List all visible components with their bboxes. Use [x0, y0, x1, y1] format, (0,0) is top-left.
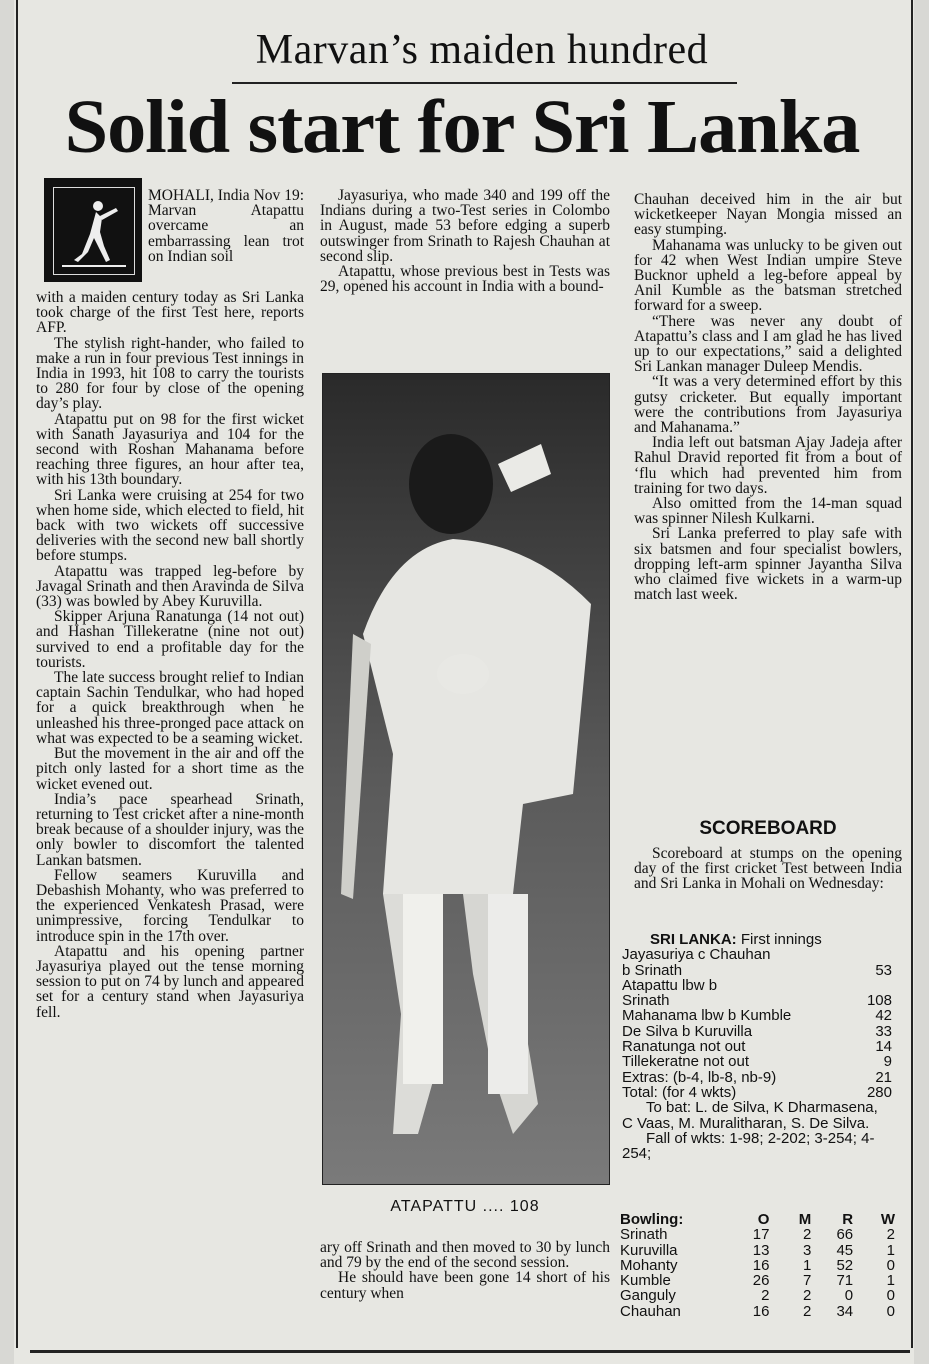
wickets-header: W [880, 1211, 895, 1228]
paragraph: Chauhan deceived him in the air but wicketkeeper Nayan Mongia missed an easy stumping. [634, 191, 902, 239]
total-row [622, 1085, 892, 1100]
paragraph: with a maiden century today as Sri Lanka took charge of the first Test here, reports AFP. [36, 289, 304, 337]
overs-header: O [757, 1211, 770, 1228]
maidens: 2 [802, 1287, 812, 1305]
kicker-headline: Marvan’s maiden hundred [255, 27, 709, 73]
total-label: Total: (for 4 wkts) [622, 1083, 737, 1101]
bowling-label: Bowling: [620, 1211, 684, 1228]
runs-header: R [842, 1211, 854, 1228]
paragraph: Also omitted from the 14-man squad was spinner Nilesh Kulkarni. [634, 495, 902, 528]
column-1 [36, 290, 304, 1020]
batting-row [622, 978, 892, 993]
paragraph: He should have been gone 14 short of his century when [320, 1269, 610, 1302]
runs: 45 [836, 1241, 854, 1259]
batting-row [622, 963, 892, 978]
runs: 66 [836, 1226, 854, 1244]
bowler-row [620, 1304, 895, 1319]
team-name: SRI LANKA: [650, 931, 737, 948]
runs: 42 [875, 1007, 892, 1025]
wickets: 0 [886, 1287, 895, 1305]
paragraph: But the movement in the air and off the pitch only lasted for a short time as the wicket evened out. [36, 745, 304, 793]
paragraph: Mahanama was unlucky to be given out for 42 when West Indian umpire Steve Bucknor upheld a leg-before appeal by Anil Kumble as the batsman stretched forward for a sweep. [634, 236, 902, 315]
maidens: 7 [802, 1272, 812, 1290]
bottom-rule [30, 1350, 910, 1353]
batsman: Tillekeratne not out [622, 1053, 750, 1071]
runs: 52 [836, 1256, 854, 1274]
bowler: Srinath [620, 1226, 668, 1244]
bowling-figures [620, 1212, 895, 1319]
batsman: b Srinath [622, 961, 683, 979]
bowler-row [620, 1288, 895, 1303]
innings-label: First innings [736, 931, 822, 948]
scoreboard-intro [634, 846, 902, 892]
maidens: 3 [802, 1241, 812, 1259]
paragraph: Sri Lanka were cruising at 254 for two when home side, which elected to field, hit back with two wickets off successive deliveries with the second new ball shortly before stumps. [36, 486, 304, 565]
runs: 108 [866, 992, 892, 1010]
bowler-row [620, 1243, 895, 1258]
overs: 16 [752, 1302, 770, 1320]
runs: 9 [883, 1053, 892, 1071]
paragraph: Atapattu, whose previous best in Tests was 29, opened his account in India with a bound- [320, 263, 610, 296]
batting-row [622, 1054, 892, 1069]
wickets: 2 [886, 1226, 895, 1244]
maidens: 2 [802, 1302, 812, 1320]
runs: 71 [836, 1272, 854, 1290]
batting-scorecard [622, 932, 892, 1161]
paragraph: Skipper Arjuna Ranatunga (14 not out) and Hashan Tillekeratne (nine not out) survived to end a profitable day for the tourists. [36, 608, 304, 671]
batting-row [622, 1024, 892, 1039]
batsman: Mahanama lbw b Kumble [622, 1007, 792, 1025]
maidens-header: M [798, 1211, 812, 1228]
overs: 2 [761, 1287, 770, 1305]
column-2-bottom [320, 1240, 610, 1301]
bowler: Kuruvilla [620, 1241, 678, 1259]
wickets: 0 [886, 1302, 895, 1320]
bowler-row [620, 1258, 895, 1273]
bowling-header [620, 1212, 895, 1227]
runs: 33 [875, 1022, 892, 1040]
batting-row [622, 993, 892, 1008]
paragraph: The late success brought relief to Indian captain Sachin Tendulkar, who had hoped for a quick breakthrough when he unleashed his three-pronged pace attack on what was expected to be a seaming wicket. [36, 669, 304, 747]
bowler: Ganguly [620, 1287, 676, 1305]
maidens: 1 [802, 1256, 812, 1274]
batting-row [622, 1008, 892, 1023]
batsman: Atapattu lbw b [622, 976, 718, 994]
overs: 16 [752, 1256, 770, 1274]
wickets: 1 [886, 1272, 895, 1290]
innings-heading [622, 932, 892, 947]
overs: 17 [752, 1226, 770, 1244]
scoreboard-title: SCOREBOARD [699, 818, 837, 839]
wickets: 0 [886, 1256, 895, 1274]
paragraph: Sri Lanka preferred to play safe with six batsmen and four specialist bowlers, dropping left-arm spinner Jayantha Silva who claimed five wickets in a warm-up match last week. [634, 525, 902, 604]
extras-row [622, 1070, 892, 1085]
runs: 53 [875, 961, 892, 979]
overs: 13 [752, 1241, 770, 1259]
maidens: 2 [802, 1226, 812, 1244]
paragraph: Scoreboard at stumps on the opening day of the first cricket Test between India and Sri Lanka in Mohali on Wednesday: [634, 845, 902, 893]
paragraph: The stylish right-hander, who failed to make a run in four previous Test innings in India in 1993, hit 108 to carry the tourists to 280 for four by close of the opening day’s play. [36, 334, 304, 413]
runs: 34 [836, 1302, 854, 1320]
cricket-logo-icon [44, 178, 142, 282]
column-2-top [320, 188, 610, 294]
overs: 26 [752, 1272, 770, 1290]
paragraph: Jayasuriya, who made 340 and 199 off the Indians during a two-Test series in Colombo in August, made 53 before edging a superb outswinger from Srinath to Rajesh Chauhan at second slip. [320, 187, 610, 265]
bowler: Mohanty [620, 1256, 678, 1274]
extras-label: Extras: (b-4, lb-8, nb-9) [622, 1068, 777, 1086]
runs: 280 [866, 1083, 892, 1101]
dateline-paragraph: MOHALI, India Nov 19: Marvan Atapattu overcame an embarrassing lean trot on Indian soil [148, 187, 304, 265]
batsman-photo [322, 373, 610, 1185]
bowler: Kumble [620, 1272, 671, 1290]
paragraph: Atapattu and his opening partner Jayasuriya played out the tense morning session to put on 74 by lunch and appeared set for a century stand when Jayasuriya fell. [36, 942, 304, 1021]
bowler-row [620, 1227, 895, 1242]
batting-row [622, 947, 892, 962]
bowler-row [620, 1273, 895, 1288]
main-headline: Solid start for Sri Lanka [64, 85, 860, 169]
batsman: Jayasuriya c Chauhan [622, 946, 771, 964]
paragraph: Fellow seamers Kuruvilla and Debashish Mohanty, who was preferred to the experienced Venkatesh Prasad, were unimpressive, forcing Tendulkar to introduce spin in the 17th over. [36, 866, 304, 945]
adjacent-column-edge [0, 0, 14, 1364]
fall-of-wickets: Fall of wkts: 1-98; 2-202; 3-254; 4-254; [622, 1129, 875, 1163]
photo-caption: ATAPATTU .... 108 [390, 1198, 540, 1215]
batsman: Ranatunga not out [622, 1038, 746, 1056]
paragraph: ary off Srinath and then moved to 30 by lunch and 79 by the end of the second session. [320, 1239, 610, 1272]
paragraph: Atapattu put on 98 for the first wicket with Sanath Jayasuriya and 104 for the second with Roshan Mahanama before reaching three figures, an hour after tea, with his 13th boundary. [36, 410, 304, 489]
paragraph: India’s pace spearhead Srinath, returning to Test cricket after a nine-month break because of a shoulder injury, was the only bowler to discomfort the talented Lankan batsmen. [36, 790, 304, 869]
batsman: Srinath [622, 992, 670, 1010]
column-3 [634, 192, 902, 602]
bowler: Chauhan [620, 1302, 681, 1320]
runs: 21 [875, 1068, 892, 1086]
batsman: De Silva b Kuruvilla [622, 1022, 753, 1040]
paragraph: Atapattu was trapped leg-before by Javagal Srinath and then Aravinda de Silva (33) was bowled by Abey Kuruvilla. [36, 562, 304, 611]
batting-row [622, 1039, 892, 1054]
paragraph: India left out batsman Ajay Jadeja after Rahul Dravid reported fit from a bout of ‘flu which had prevented him from training for two days. [634, 434, 902, 497]
to-bat-list: To bat: L. de Silva, K Dharmasena, C Vaas, M. Muralitharan, S. De Silva. [622, 1099, 878, 1132]
wickets: 1 [886, 1241, 895, 1259]
paragraph: “There was never any doubt of Atapattu’s class and I am glad he has lived up to our expectations,” said a delighted Sri Lankan manager Duleep Mendis. [634, 312, 902, 376]
paragraph: “It was a very determined effort by this gutsy cricketer. But equally important were the contributions from Jayasuriya and Mahanama.” [634, 373, 902, 437]
runs: 0 [844, 1287, 854, 1305]
runs: 14 [875, 1038, 892, 1056]
